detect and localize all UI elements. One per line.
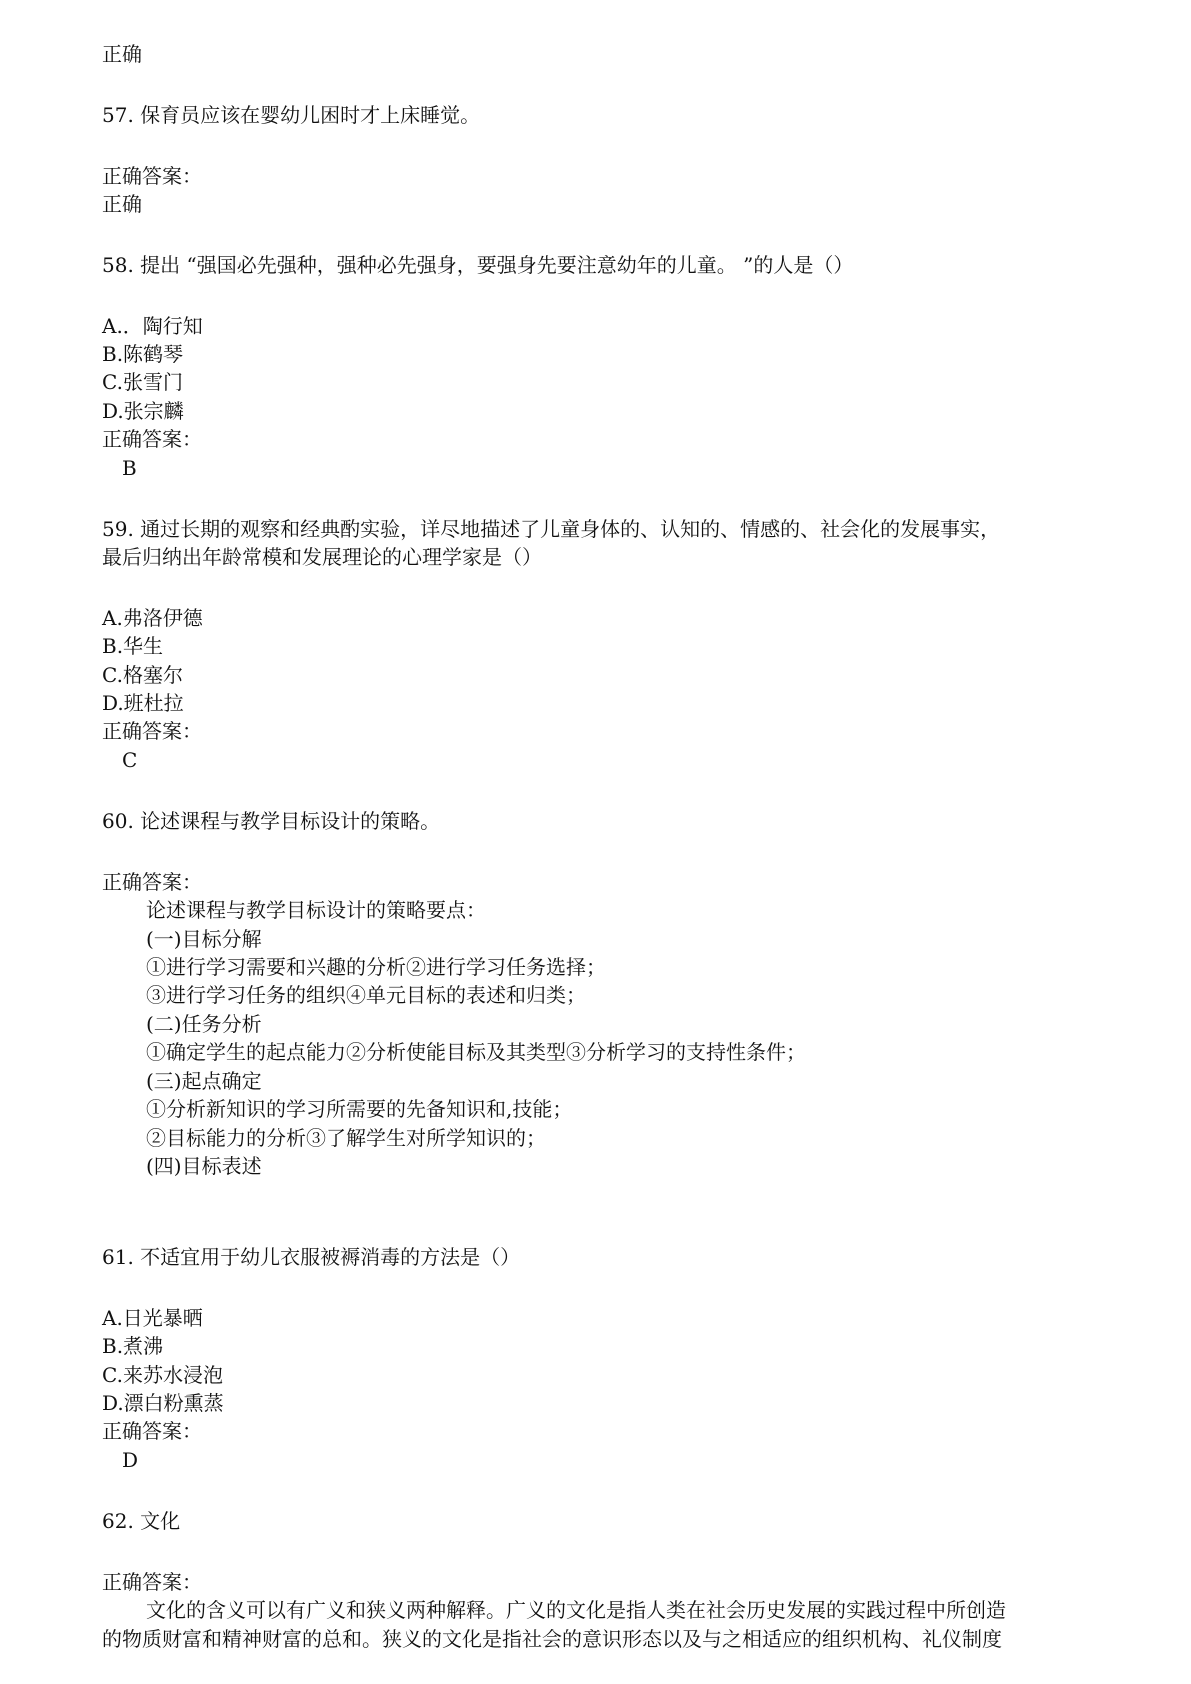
option-58-d: D.张宗麟: [102, 399, 184, 423]
answer-label-62: 正确答案：: [102, 1570, 202, 1594]
answer-60-line-4: ③进行学习任务的组织④单元目标的表述和归类；: [146, 983, 586, 1007]
answer-62-line-2: 的物质财富和精神财富的总和。狭义的文化是指社会的意识形态以及与之相适应的组织机构、礼仪制度: [102, 1627, 1002, 1651]
question-59-line-2: 最后归纳出年龄常模和发展理论的心理学家是（）: [102, 545, 542, 569]
option-59-c: C.格塞尔: [102, 663, 183, 687]
answer-60-line-10: (四)目标表述: [146, 1154, 262, 1178]
answer-61: D: [122, 1448, 139, 1472]
answer-58: B: [122, 456, 137, 480]
question-59-line-1: 59. 通过长期的观察和经典酌实验，详尽地描述了儿童身体的、认知的、情感的、社会化的发展事实，: [102, 517, 1001, 541]
option-58-a: A.．陶行知: [102, 314, 203, 338]
answer-62-line-1: 文化的含义可以有广义和狭义两种解释。广义的文化是指人类在社会历史发展的实践过程中所创造: [146, 1598, 1006, 1622]
answer-60-line-7: (三)起点确定: [146, 1069, 262, 1093]
answer-60-line-8: ①分析新知识的学习所需要的先备知识和,技能；: [146, 1097, 573, 1121]
answer-60-line-2: (一)目标分解: [146, 927, 262, 951]
answer-60-line-5: (二)任务分析: [146, 1012, 262, 1036]
answer-60-line-3: ①进行学习需要和兴趣的分析②进行学习任务选择；: [146, 955, 606, 979]
option-59-b: B.华生: [102, 634, 164, 658]
answer-60-line-6: ①确定学生的起点能力②分析使能目标及其类型③分析学习的支持性条件；: [146, 1040, 806, 1064]
option-61-c: C.来苏水浸泡: [102, 1363, 223, 1387]
answer-label-59: 正确答案：: [102, 719, 202, 743]
answer-60-line-1: 论述课程与教学目标设计的策略要点：: [146, 898, 486, 922]
option-61-a: A.日光暴晒: [102, 1306, 203, 1330]
answer-label-57: 正确答案：: [102, 164, 202, 188]
option-61-b: B.煮沸: [102, 1334, 164, 1358]
answer-57: 正确: [102, 192, 142, 216]
answer-label-58: 正确答案：: [102, 427, 202, 451]
question-61: 61. 不适宜用于幼儿衣服被褥消毒的方法是（）: [102, 1245, 521, 1269]
option-58-b: B.陈鹤琴: [102, 342, 184, 366]
answer-label-60: 正确答案：: [102, 870, 202, 894]
option-59-a: A.弗洛伊德: [102, 606, 203, 630]
question-57: 57. 保育员应该在婴幼儿困时才上床睡觉。: [102, 103, 481, 127]
previous-answer: 正确: [102, 42, 142, 66]
option-59-d: D.班杜拉: [102, 691, 184, 715]
option-58-c: C.张雪门: [102, 370, 183, 394]
answer-60-line-9: ②目标能力的分析③了解学生对所学知识的；: [146, 1126, 546, 1150]
question-58: 58. 提出 “强国必先强种，强种必先强身，要强身先要注意幼年的儿童。 ”的人是（）: [102, 253, 854, 277]
option-61-d: D.漂白粉熏蒸: [102, 1391, 224, 1415]
answer-59: C: [122, 748, 138, 772]
question-60: 60. 论述课程与教学目标设计的策略。: [102, 809, 441, 833]
question-62: 62. 文化: [102, 1509, 181, 1533]
answer-label-61: 正确答案：: [102, 1419, 202, 1443]
